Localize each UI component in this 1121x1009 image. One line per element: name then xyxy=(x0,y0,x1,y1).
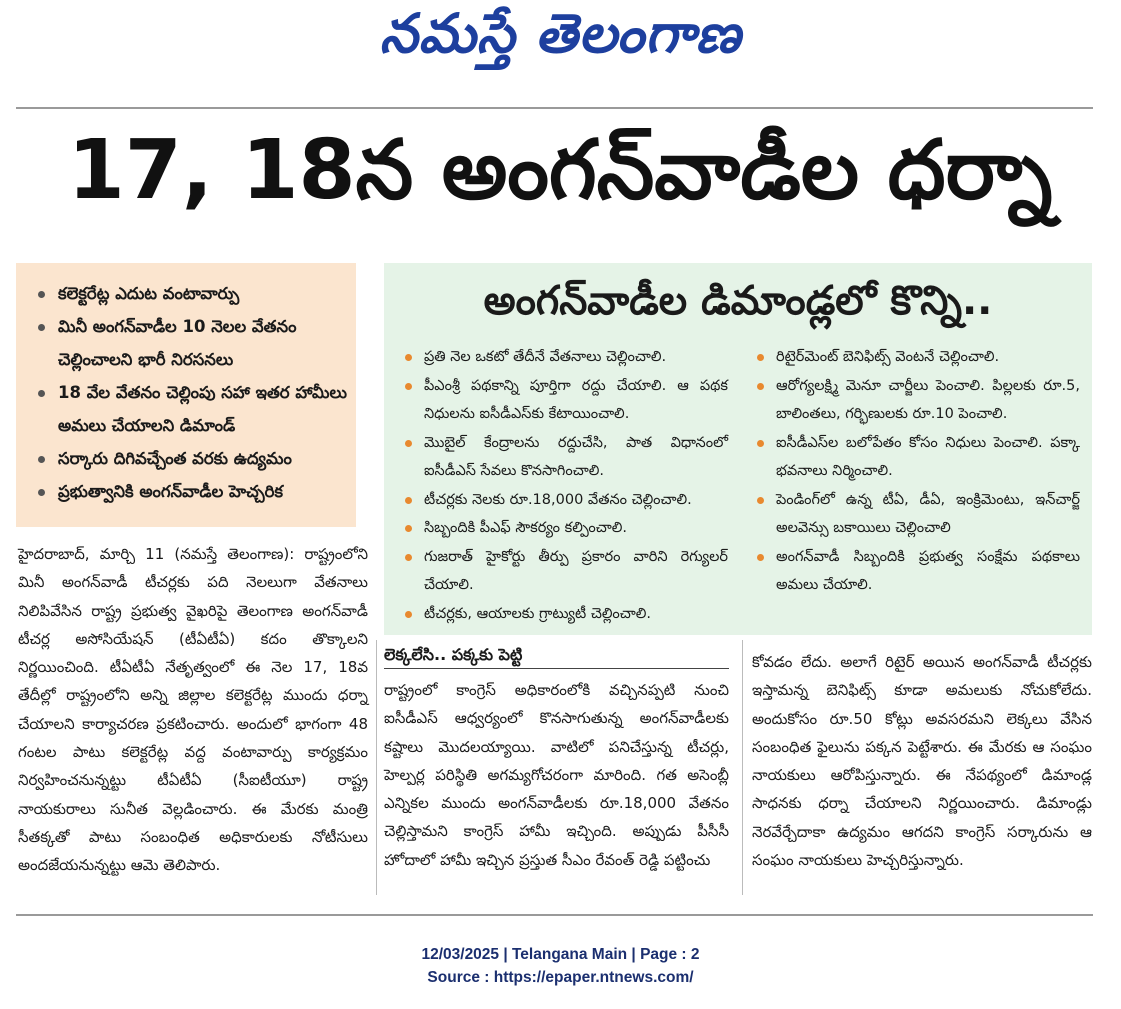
demand-item: టీచర్లకు, ఆయాలకు గ్రాట్యుటీ చెల్లించాలి. xyxy=(402,600,728,629)
demands-left-column xyxy=(402,343,728,628)
highlight-item: సర్కారు దిగివచ్చేంత వరకు ఉద్యమం xyxy=(34,442,350,475)
highlight-item: మినీ అంగన్‌వాడీల 10 నెలల వేతనం చెల్లించాలని భారీ నిరసనలు xyxy=(34,310,350,376)
top-divider xyxy=(16,107,1093,109)
demand-item: ఐసీడీఎస్‌ల బలోపేతం కోసం నిధులు పెంచాలి. పక్కా భవనాలు నిర్మించాలి. xyxy=(754,429,1080,486)
demand-item: సిబ్బందికి పీఎఫ్ సౌకర్యం కల్పించాలి. xyxy=(402,514,728,543)
demand-item: అంగన్‌వాడీ సిబ్బందికి ప్రభుత్వ సంక్షేమ పథకాలు అమలు చేయాలి. xyxy=(754,543,1080,600)
headline: 17, 18న అంగన్‌వాడీల ధర్నా xyxy=(67,123,1053,218)
article-column-3: కోవడం లేదు. అలాగే రిటైర్ అయిన అంగన్‌వాడీ టీచర్లకు ఇస్తామన్న బెనిఫిట్స్ కూడా అమలుకు నోచుకోలేదు. అందుకోసం రూ.50 కోట్లు అవసరమని లెక్కలు వేసిన సంబంధిత ఫైలును పక్కన పెట్టేశారు. ఈ మేరకు ఆ సంఘం నాయకులు ఆరోపిస్తున్నారు. ఈ నేపథ్యంలో డిమాండ్ల సాధనకు ధర్నా చేయాలని నిర్ణయించారు. డిమాండ్లు నెరవేర్చేదాకా ఉద్యమం ఆగదని కాంగ్రెస్ సర్కారును ఆ సంఘం నాయకులు హెచ్చరిస్తున్నారు. xyxy=(752,653,1092,870)
demands-right-column xyxy=(754,343,1080,600)
column-divider xyxy=(742,640,743,895)
demand-item: రిటైర్‌మెంట్ బెనిఫిట్స్ వెంటనే చెల్లించాలి. xyxy=(754,343,1080,372)
subheading-underline xyxy=(384,668,729,669)
demand-item: పీఎంశ్రీ పథకాన్ని పూర్తిగా రద్దు చేయాలి. ఆ పథక నిధులను ఐసీడీఎస్‌కు కేటాయించాలి. xyxy=(402,372,728,429)
demand-item: ఆరోగ్యలక్ష్మి మెనూ చార్జీలు పెంచాలి. పిల్లలకు రూ.5, బాలింతలు, గర్భిణులకు రూ.10 పెంచాలి. xyxy=(754,372,1080,429)
article-column-1: హైదరాబాద్, మార్చి 11 (నమస్తే తెలంగాణ): రాష్ట్రంలోని మినీ అంగన్‌వాడీ టీచర్లకు పది నెలలుగా వేతనాలు నిలిపివేసిన రాష్ట్ర ప్రభుత్వ వైఖరిపై తెలంగాణ అంగన్‌వాడీ టీచర్ల అసోసియేషన్ (టీఏటీఏ) కదం తొక్కాలని నిర్ణయించింది. టీఏటీఏ నేతృత్వంలో ఈ నెల 17, 18వ తేదీల్లో రాష్ట్రంలోని అన్ని జిల్లాల కలెక్టరేట్ల ముందు ధర్నా చేయాలని కార్యాచరణ ప్రకటించారు. అందులో భాగంగా 48 గంటల పాటు కలెక్టరేట్ల వద్ద వంటావార్పు కార్యక్రమం నిర్వహించనున్నట్టు టీఏటీఏ (సీఐటీయూ) రాష్ట్ర నాయకురాలు సునీత వెల్లడించారు. ఈ మేరకు మంత్రి సీతక్కతో పాటు సంబంధిత అధికారులకు నోటీసులు అందజేయనున్నట్టు ఆమె తెలిపారు. xyxy=(18,545,368,875)
article-subheading: లెక్కలేసి.. పక్కకు పెట్టి xyxy=(384,645,523,664)
edition-info: 12/03/2025 | Telangana Main | Page : 2 xyxy=(421,946,700,963)
demand-item: టీచర్లకు నెలకు రూ.18,000 వేతనం చెల్లించాలి. xyxy=(402,486,728,515)
demand-item: మొబైల్ కేంద్రాలను రద్దుచేసి, పాత విధానంలో ఐసీడీఎస్ సేవలు కొనసాగించాలి. xyxy=(402,429,728,486)
highlight-item: కలెక్టరేట్ల ఎదుట వంటావార్పు xyxy=(34,277,350,310)
demand-item: పెండింగ్‌లో ఉన్న టీఏ, డీఏ, ఇంక్రిమెంటు, ఇన్‌చార్జ్ అలవెన్సు బకాయిలు చెల్లించాలి xyxy=(754,486,1080,543)
demand-item: ప్రతి నెల ఒకటో తేదీనే వేతనాలు చెల్లించాలి. xyxy=(402,343,728,372)
demands-title: అంగన్‌వాడీల డిమాండ్లలో కొన్ని.. xyxy=(483,278,993,324)
bottom-divider xyxy=(16,914,1093,916)
source-link[interactable]: Source : https://epaper.ntnews.com/ xyxy=(427,969,694,986)
highlight-item: 18 వేల వేతనం చెల్లింపు సహా ఇతర హామీలు అమలు చేయాలని డిమాండ్ xyxy=(34,376,350,442)
article-column-2: రాష్ట్రంలో కాంగ్రెస్ అధికారంలోకి వచ్చినప్పటి నుంచి ఐసీడీఎస్ ఆధ్వర్యంలో కొనసాగుతున్న అంగన్‌వాడీలకు కష్టాలు మొదలయ్యాయి. వాటిలో పనిచేస్తున్న టీచర్లు, హెల్పర్ల పరిస్థితి అగమ్యగోచరంగా మారింది. గత అసెంబ్లీ ఎన్నికల ముందు అంగన్‌వాడీలకు రూ.18,000 వేతనం చెల్లిస్తామని కాంగ్రెస్ హామీ ఇచ్చింది. అప్పుడు పీసీసీ హోదాలో హామీ ఇచ్చిన ప్రస్తుత సీఎం రేవంత్ రెడ్డి పట్టించు xyxy=(384,681,729,869)
newspaper-masthead: నమస్తే తెలంగాణ xyxy=(379,1,742,65)
highlight-item: ప్రభుత్వానికి అంగన్‌వాడీల హెచ్చరిక xyxy=(34,475,350,508)
highlights-box xyxy=(16,263,356,527)
demands-box xyxy=(384,263,1092,635)
demand-item: గుజరాత్ హైకోర్టు తీర్పు ప్రకారం వారిని రెగ్యులర్ చేయాలి. xyxy=(402,543,728,600)
column-divider xyxy=(376,640,377,895)
